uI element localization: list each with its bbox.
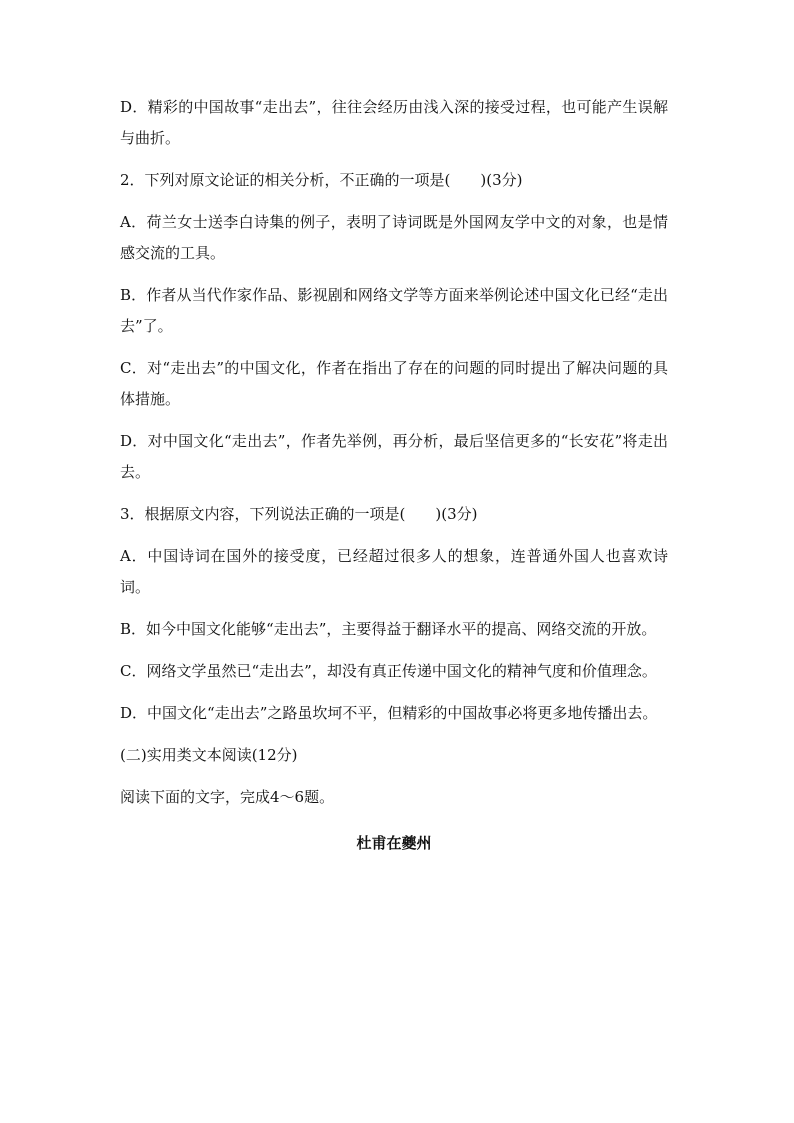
q2-option-a: A．荷兰女士送李白诗集的例子，表明了诗词既是外国网友学中文的对象，也是情感交流的工具。 (120, 213, 668, 262)
q2-option-b: B．作者从当代作家作品、影视剧和网络文学等方面来举例论述中国文化已经“走出去”了。 (120, 286, 668, 335)
q3-option-d: D．中国文化“走出去”之路虽坎坷不平，但精彩的中国故事必将更多地传播出去。 (120, 704, 658, 722)
document-page (120, 92, 668, 859)
q2-option-d: D．对中国文化“走出去”，作者先举例，再分析，最后坚信更多的“长安花”将走出去。 (120, 432, 668, 481)
article-title: 杜甫在夔州 (356, 834, 432, 852)
q3-option-b: B．如今中国文化能够“走出去”，主要得益于翻译水平的提高、网络交流的开放。 (120, 620, 657, 638)
q2-stem: 2．下列对原文论证的相关分析，不正确的一项是( )(3分) (120, 171, 523, 189)
q3-option-c: C．网络文学虽然已“走出去”，却没有真正传递中国文化的精神气度和价值理念。 (120, 662, 657, 680)
q3-stem: 3．根据原文内容，下列说法正确的一项是( )(3分) (120, 505, 478, 523)
section-instruction: 阅读下面的文字，完成4～6题。 (120, 788, 335, 806)
q3-option-a: A．中国诗词在国外的接受度，已经超过很多人的想象，连普通外国人也喜欢诗词。 (120, 547, 668, 596)
q2-option-c: C．对“走出去”的中国文化，作者在指出了存在的问题的同时提出了解决问题的具体措施。 (120, 359, 668, 408)
q1-option-d: D．精彩的中国故事“走出去”，往往会经历由浅入深的接受过程，也可能产生误解与曲折。 (120, 98, 668, 147)
section-heading: (二)实用类文本阅读(12分) (120, 746, 298, 764)
